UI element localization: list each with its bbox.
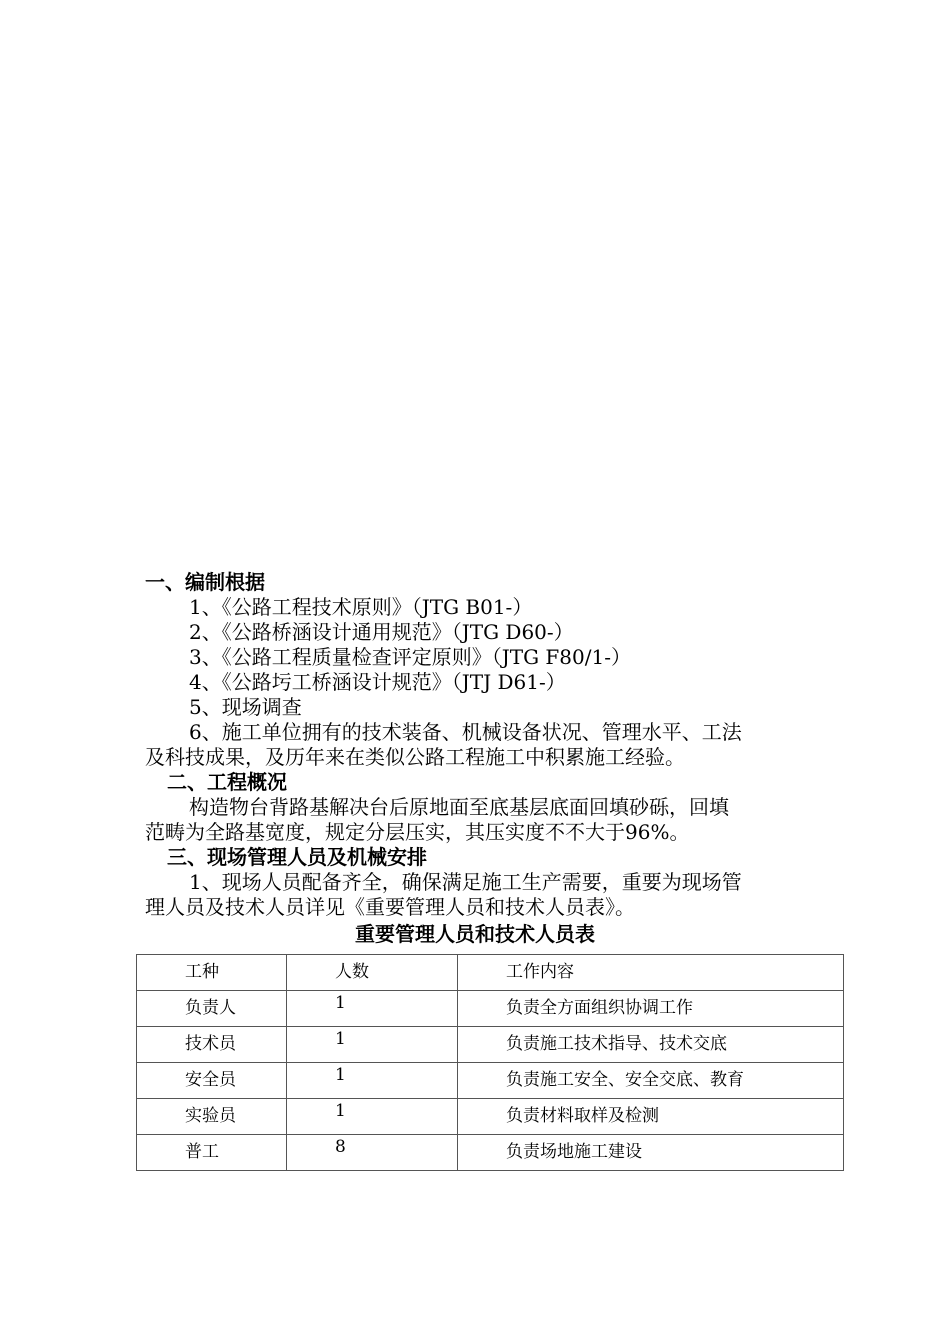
staffing-paragraph-continued: 理人员及技术人员详见《重要管理人员和技术人员表》。 [145, 895, 635, 919]
basis-item: 4、《公路圬工桥涵设计规范》（JTJ D61-） [189, 670, 566, 694]
role-cell: 负责人 [137, 991, 287, 1027]
table-title: 重要管理人员和技术人员表 [355, 922, 595, 946]
table-row [137, 1027, 844, 1063]
count-cell: 1 [287, 1063, 458, 1099]
basis-item: 2、《公路桥涵设计通用规范》（JTG D60-） [189, 620, 574, 644]
basis-item-continued: 及科技成果，及历年来在类似公路工程施工中积累施工经验。 [145, 745, 685, 769]
duty-cell: 负责材料取样及检测 [458, 1099, 844, 1135]
overview-paragraph-continued: 范畴为全路基宽度，规定分层压实，其压实度不不大于96%。 [145, 820, 690, 844]
table-row [137, 1063, 844, 1099]
role-cell: 安全员 [137, 1063, 287, 1099]
header-cell: 工作内容 [458, 955, 844, 991]
header-cell: 工种 [137, 955, 287, 991]
staff-table [136, 954, 844, 1171]
section-heading-basis: 一、编制根据 [145, 570, 265, 594]
basis-item: 1、《公路工程技术原则》（JTG B01-） [189, 595, 533, 619]
role-cell: 技术员 [137, 1027, 287, 1063]
table-row [137, 1099, 844, 1135]
table-header-row [137, 955, 844, 991]
staffing-paragraph: 1、现场人员配备齐全，确保满足施工生产需要，重要为现场管 [189, 870, 742, 894]
overview-paragraph: 构造物台背路基解决台后原地面至底基层底面回填砂砾，回填 [189, 795, 729, 819]
count-cell: 1 [287, 1027, 458, 1063]
role-cell: 普工 [137, 1135, 287, 1171]
role-cell: 实验员 [137, 1099, 287, 1135]
duty-cell: 负责施工技术指导、技术交底 [458, 1027, 844, 1063]
table-row [137, 991, 844, 1027]
count-cell: 8 [287, 1135, 458, 1171]
count-cell: 1 [287, 991, 458, 1027]
section-heading-overview: 二、工程概况 [167, 770, 287, 794]
basis-item: 3、《公路工程质量检查评定原则》（JTG F80/1-） [189, 645, 631, 669]
table-row [137, 1135, 844, 1171]
count-cell: 1 [287, 1099, 458, 1135]
duty-cell: 负责施工安全、安全交底、教育 [458, 1063, 844, 1099]
section-heading-staffing: 三、现场管理人员及机械安排 [167, 845, 427, 869]
duty-cell: 负责场地施工建设 [458, 1135, 844, 1171]
duty-cell: 负责全方面组织协调工作 [458, 991, 844, 1027]
basis-item: 5、现场调查 [189, 695, 302, 719]
document-body [145, 570, 825, 920]
basis-item: 6、施工单位拥有的技术装备、机械设备状况、管理水平、工法 [189, 720, 742, 744]
header-cell: 人数 [287, 955, 458, 991]
